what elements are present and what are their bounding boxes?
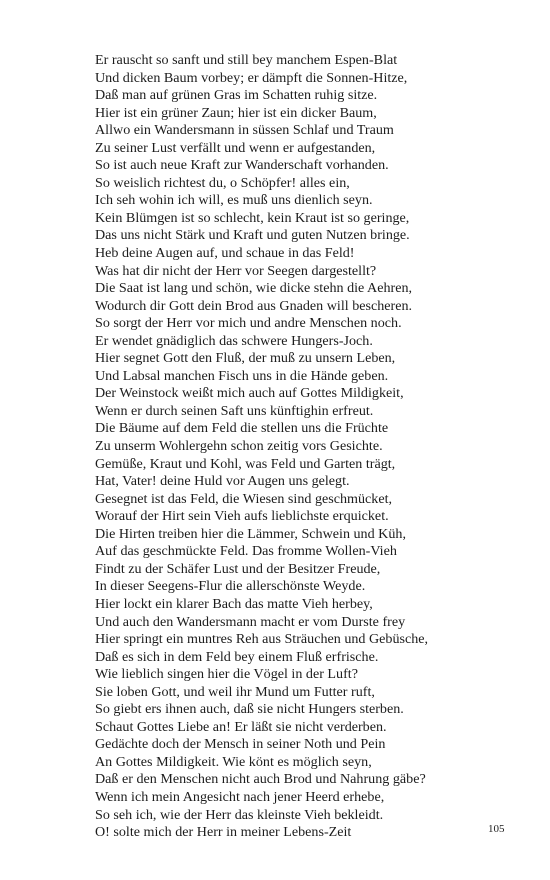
poem-line: Zu unserm Wohlergehn schon zeitig vors Gesichte. <box>95 438 383 455</box>
poem-line: Schaut Gottes Liebe an! Er läßt sie nicht verderben. <box>95 718 387 735</box>
poem-line: Allwo ein Wandersmann in süssen Schlaf und Traum <box>95 122 394 139</box>
poem-line: O! solte mich der Herr in meiner Lebens-Zeit <box>95 824 352 841</box>
poem-line: In dieser Seegens-Flur die allerschönste Weyde. <box>95 578 366 595</box>
poem-line: So sorgt der Herr vor mich und andre Menschen noch. <box>95 315 402 332</box>
poem-line: Er wendet gnädiglich das schwere Hungers-Joch. <box>95 332 373 349</box>
poem-line: Die Saat ist lang und schön, wie dicke stehn die Aehren, <box>95 280 413 297</box>
poem-line: Hier springt ein muntres Reh aus Sträuchen und Gebüsche, <box>95 631 429 648</box>
poem-line: Ich seh wohin ich will, es muß uns dienlich seyn. <box>95 192 373 209</box>
poem-line: Sie loben Gott, und weil ihr Mund um Futter ruft, <box>95 683 375 700</box>
poem-line: Der Weinstock weißt mich auch auf Gottes Mildigkeit, <box>95 385 404 402</box>
poem-line: So giebt ers ihnen auch, daß sie nicht Hungers sterben. <box>95 701 404 718</box>
poem-line: Wenn er durch seinen Saft uns künftighin erfreut. <box>95 402 374 419</box>
poem-line: Daß er den Menschen nicht auch Brod und Nahrung gäbe? <box>95 771 426 788</box>
poem-line: Heb deine Augen auf, und schaue in das Feld! <box>95 245 355 262</box>
page-number: 105 <box>488 823 505 835</box>
poem-line: Hier ist ein grüner Zaun; hier ist ein dicker Baum, <box>95 104 377 121</box>
poem-line: Was hat dir nicht der Herr vor Seegen dargestellt? <box>95 262 377 279</box>
poem-line: Findt zu der Schäfer Lust und der Besitzer Freude, <box>95 560 381 577</box>
poem-line: So weislich richtest du, o Schöpfer! alles ein, <box>95 174 350 191</box>
poem-text <box>95 52 515 842</box>
poem-line: An Gottes Mildigkeit. Wie könt es möglich seyn, <box>95 753 372 770</box>
poem-line: Zu seiner Lust verfällt und wenn er aufgestanden, <box>95 139 376 156</box>
poem-line: Kein Blümgen ist so schlecht, kein Kraut ist so geringe, <box>95 209 410 226</box>
poem-line: Wie lieblich singen hier die Vögel in der Luft? <box>95 666 358 683</box>
poem-line: Hier lockt ein klarer Bach das matte Vieh herbey, <box>95 595 373 612</box>
poem-line: Daß man auf grünen Gras im Schatten ruhig sitze. <box>95 87 378 104</box>
poem-line: Er rauscht so sanft und still bey manchem Espen-Blat <box>95 52 398 68</box>
poem-line: Das uns nicht Stärk und Kraft und guten Nutzen bringe. <box>95 227 410 244</box>
poem-line: Daß es sich in dem Feld bey einem Fluß erfrische. <box>95 648 379 665</box>
poem-line: So seh ich, wie der Herr das kleinste Vieh bekleidt. <box>95 806 384 823</box>
poem-line: Gemüße, Kraut und Kohl, was Feld und Garten trägt, <box>95 455 396 472</box>
poem-line: Hier segnet Gott den Fluß, der muß zu unsern Leben, <box>95 350 396 367</box>
poem-line: Wenn ich mein Angesicht nach jener Heerd erhebe, <box>95 788 385 805</box>
poem-line: Die Hirten treiben hier die Lämmer, Schwein und Küh, <box>95 525 406 542</box>
poem-line: Gedächte doch der Mensch in seiner Noth und Pein <box>95 736 386 753</box>
poem-line: Wodurch dir Gott dein Brod aus Gnaden will bescheren. <box>95 297 413 314</box>
poem-line: Die Bäume auf dem Feld die stellen uns die Früchte <box>95 420 389 437</box>
poem-line: Und dicken Baum vorbey; er dämpft die Sonnen-Hitze, <box>95 69 408 86</box>
poem-line: Und Labsal manchen Fisch uns in die Hände geben. <box>95 367 389 384</box>
poem-line: Hat, Vater! deine Huld vor Augen uns gelegt. <box>95 473 350 490</box>
poem-line: Und auch den Wandersmann macht er vom Durste frey <box>95 613 406 630</box>
poem-line: Worauf der Hirt sein Vieh aufs lieblichste erquicket. <box>95 508 389 525</box>
poem-line: So ist auch neue Kraft zur Wanderschaft vorhanden. <box>95 157 389 174</box>
poem-line: Auf das geschmückte Feld. Das fromme Wollen-Vieh <box>95 543 397 560</box>
poem-line: Gesegnet ist das Feld, die Wiesen sind geschmücket, <box>95 490 393 507</box>
